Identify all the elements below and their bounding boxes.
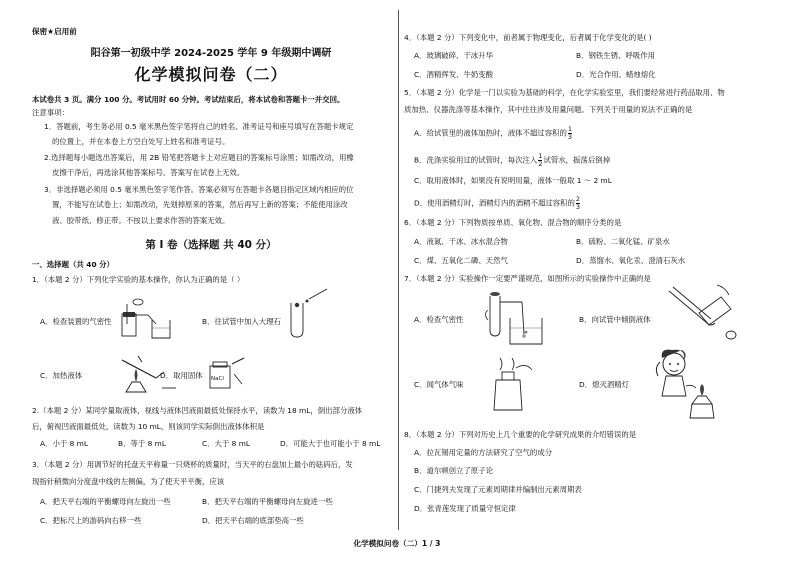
intro-text: 本试卷共 3 页。满分 100 分。考试用时 60 分钟。考试结束后，将本试卷和答题卡一并交回。 — [32, 95, 345, 104]
note-line: 皮擦干净后，再选涂其他答案标号。答案写在试卷上无效。 — [52, 168, 245, 177]
fraction-one-third: $\frac{1}{3}$ — [567, 125, 573, 141]
q3-option-c[interactable]: C．把标尺上的游码向右移一些 — [40, 516, 142, 525]
airtight-check-figure-2 — [480, 290, 550, 348]
q1-option-a[interactable]: A．检查装置的气密性 — [40, 317, 112, 326]
secret-label: 保密★启用前 — [32, 27, 77, 36]
q5-option-b-text: B．洗涤实验用过的试管时，每次注入 — [414, 155, 538, 165]
q5-stem-line: 5．（本题 2 分）化学是一门以实验为基础的科学，在化学实验室里，我们要经常进行药品取用、物 — [404, 88, 725, 97]
q2-option-b[interactable]: B．等于 8 mL — [118, 439, 166, 448]
q8-option-b[interactable]: B．道尔顿创立了原子论 — [414, 466, 493, 475]
column-divider — [398, 10, 399, 530]
q8-option-a[interactable]: A．拉瓦锡用定量的方法研究了空气的成分 — [414, 448, 553, 457]
q7-option-c[interactable]: C．闻气体气味 — [414, 380, 464, 389]
page-footer: 化学模拟问卷（二）1 / 3 — [353, 539, 441, 548]
note-line: 3．非选择题必须用 0.5 毫米黑色签字笔作答。答案必须写在答题卡各题目指定区域内相应的位 — [44, 185, 354, 194]
q5-option-a-text: A．给试管里的液体加热时，液体不超过容积的 — [414, 128, 567, 138]
q1-stem: 1．（本题 2 分）下列化学实验的基本操作，你认为正确的是（ ） — [32, 275, 245, 284]
extinguish-lamp-figure — [652, 346, 722, 422]
left-column — [30, 0, 392, 540]
note-line: 1．答题前，考生务必用 0.5 毫米黑色签字笔将自己的姓名、准考证号和座号填写在答题卡规定 — [44, 122, 354, 131]
q6-option-a[interactable]: A．液氮、干冰、冰水混合物 — [414, 237, 508, 246]
q2-option-a[interactable]: A．小于 8 mL — [40, 439, 88, 448]
q2-option-c[interactable]: C．大于 8 mL — [202, 439, 251, 448]
q5-option-d-text: D．使用酒精灯时，酒精灯内的酒精不超过容积的 — [414, 198, 575, 208]
q6-option-d[interactable]: D．蒸馏水、氧化汞、澄清石灰水 — [576, 256, 686, 265]
page-title: 化学模拟问卷（二） — [134, 65, 288, 84]
note-line: 的位置上，并在本卷上方空白处写上姓名和准考证号。 — [52, 137, 230, 146]
q3-option-b[interactable]: B．把天平右端的平衡螺母向左旋进一些 — [202, 497, 333, 506]
q5-option-d[interactable] — [414, 196, 581, 211]
q4-option-c[interactable]: C．酒精挥发、牛奶变酸 — [414, 70, 494, 79]
q2-stem-line: 2.（本题 2 分）某同学量取液体，视线与液体凹液面最低处保持水平，读数为 18 mL，倒出部分液体 — [32, 406, 363, 415]
pour-liquid-figure — [659, 283, 739, 343]
q6-option-b[interactable]: B．硫粉、二氧化锰、矿泉水 — [576, 237, 670, 246]
q4-option-d[interactable]: D．光合作用、蜡烛熔化 — [576, 70, 656, 79]
q3-option-d[interactable]: D．把天平右端的底部垫高一些 — [202, 516, 304, 525]
take-solid-figure — [206, 356, 246, 392]
q5-option-a[interactable] — [414, 126, 573, 141]
add-marble-figure — [285, 285, 335, 340]
q6-option-c[interactable]: C．煤、五氧化二磷、天然气 — [414, 256, 508, 265]
q1-option-c[interactable]: C．加热液体 — [40, 371, 83, 380]
fraction-two-thirds: $\frac{2}{3}$ — [575, 195, 581, 211]
q1-option-b[interactable]: B．往试管中加入大理石 — [202, 317, 281, 326]
q4-option-a[interactable]: A．玻璃破碎、干冰升华 — [414, 51, 493, 60]
notes-heading: 注意事项： — [32, 108, 69, 117]
q7-option-b[interactable]: B．向试管中倾倒液体 — [579, 315, 651, 324]
q8-option-c[interactable]: C．门捷列夫发现了元素周期律并编制出元素周期表 — [414, 485, 582, 494]
fraction-one-half: $\frac{1}{2}$ — [538, 152, 543, 168]
school-heading: 阳谷第一初级中学 2024-2025 学年 9 年级期中调研 — [90, 48, 332, 59]
q5-stem-line: 质加热、仪器洗涤等基本操作，其中往往涉及用量问题。下列关于用量的说法不正确的是 — [404, 105, 693, 114]
q3-stem-line: 现指针稍微向分度盘中线的左侧偏，为了使天平平衡，应该 — [32, 477, 225, 486]
q5-option-c[interactable]: C．取用液体时，如果没有说明用量，液体一般取 1 ～ 2 mL — [414, 176, 612, 185]
q2-option-d[interactable]: D．可能大于也可能小于 8 mL — [280, 439, 381, 448]
q7-option-a[interactable]: A．检查气密性 — [414, 315, 464, 324]
q8-option-d[interactable]: D．张青莲发现了质量守恒定律 — [414, 504, 516, 513]
section-title: 第 I 卷（选择题 共 40 分） — [145, 239, 277, 251]
q8-stem: 8．（本题 2 分）下列对历史上几个重要的化学研究成果的介绍错误的是 — [404, 430, 637, 439]
note-line: 置，不能写在试卷上；如需改动，先划掉原来的答案，然后再写上新的答案；不能使用涂改 — [52, 200, 348, 209]
right-column — [404, 0, 772, 540]
note-line: 2.选择题每小题选出答案后，用 2B 铅笔把答题卡上对应题目的答案标号涂黑；如需改动，用橡 — [44, 153, 354, 162]
q5-option-b[interactable] — [414, 153, 610, 168]
airtight-check-figure — [118, 294, 178, 340]
q2-stem-line: 后，俯视凹液面最低处，读数为 10 mL，则该同学实际倒出液体体积是 — [32, 422, 265, 431]
q6-stem: 6．（本题 2 分）下列物质按单质、氧化物、混合物的顺序分类的是 — [404, 218, 622, 227]
note-line: 液、胶带纸、修正带。不按以上要求作答的答案无效。 — [52, 216, 230, 225]
q7-option-d[interactable]: D．熄灭酒精灯 — [579, 380, 630, 389]
nacl-label: NaCl — [211, 376, 224, 382]
q4-option-b[interactable]: B．钢铁生锈、呼吸作用 — [576, 51, 655, 60]
q7-stem: 7．（本题 2 分）实验操作一定要严谨规范，如图所示的实验操作中正确的是 — [404, 274, 651, 283]
q1-option-d[interactable]: D．取用固体 — [160, 371, 203, 380]
part-heading: 一、选择题（共 40 分） — [32, 260, 114, 269]
smell-gas-figure — [486, 354, 536, 412]
q5-option-b-tail: 试管水，振荡后倒掉 — [543, 155, 610, 165]
q3-stem-line: 3．（本题 2 分）用调节好的托盘天平称量一只烧杯的质量时，当天平的右盘加上最小的砝码后，发 — [32, 460, 353, 469]
q4-stem: 4．（本题 2 分）下列变化中，前者属于物理变化，后者属于化学变化的是( ) — [404, 33, 652, 42]
q3-option-a[interactable]: A．把天平右端的平衡螺母向左旋出一些 — [40, 497, 171, 506]
